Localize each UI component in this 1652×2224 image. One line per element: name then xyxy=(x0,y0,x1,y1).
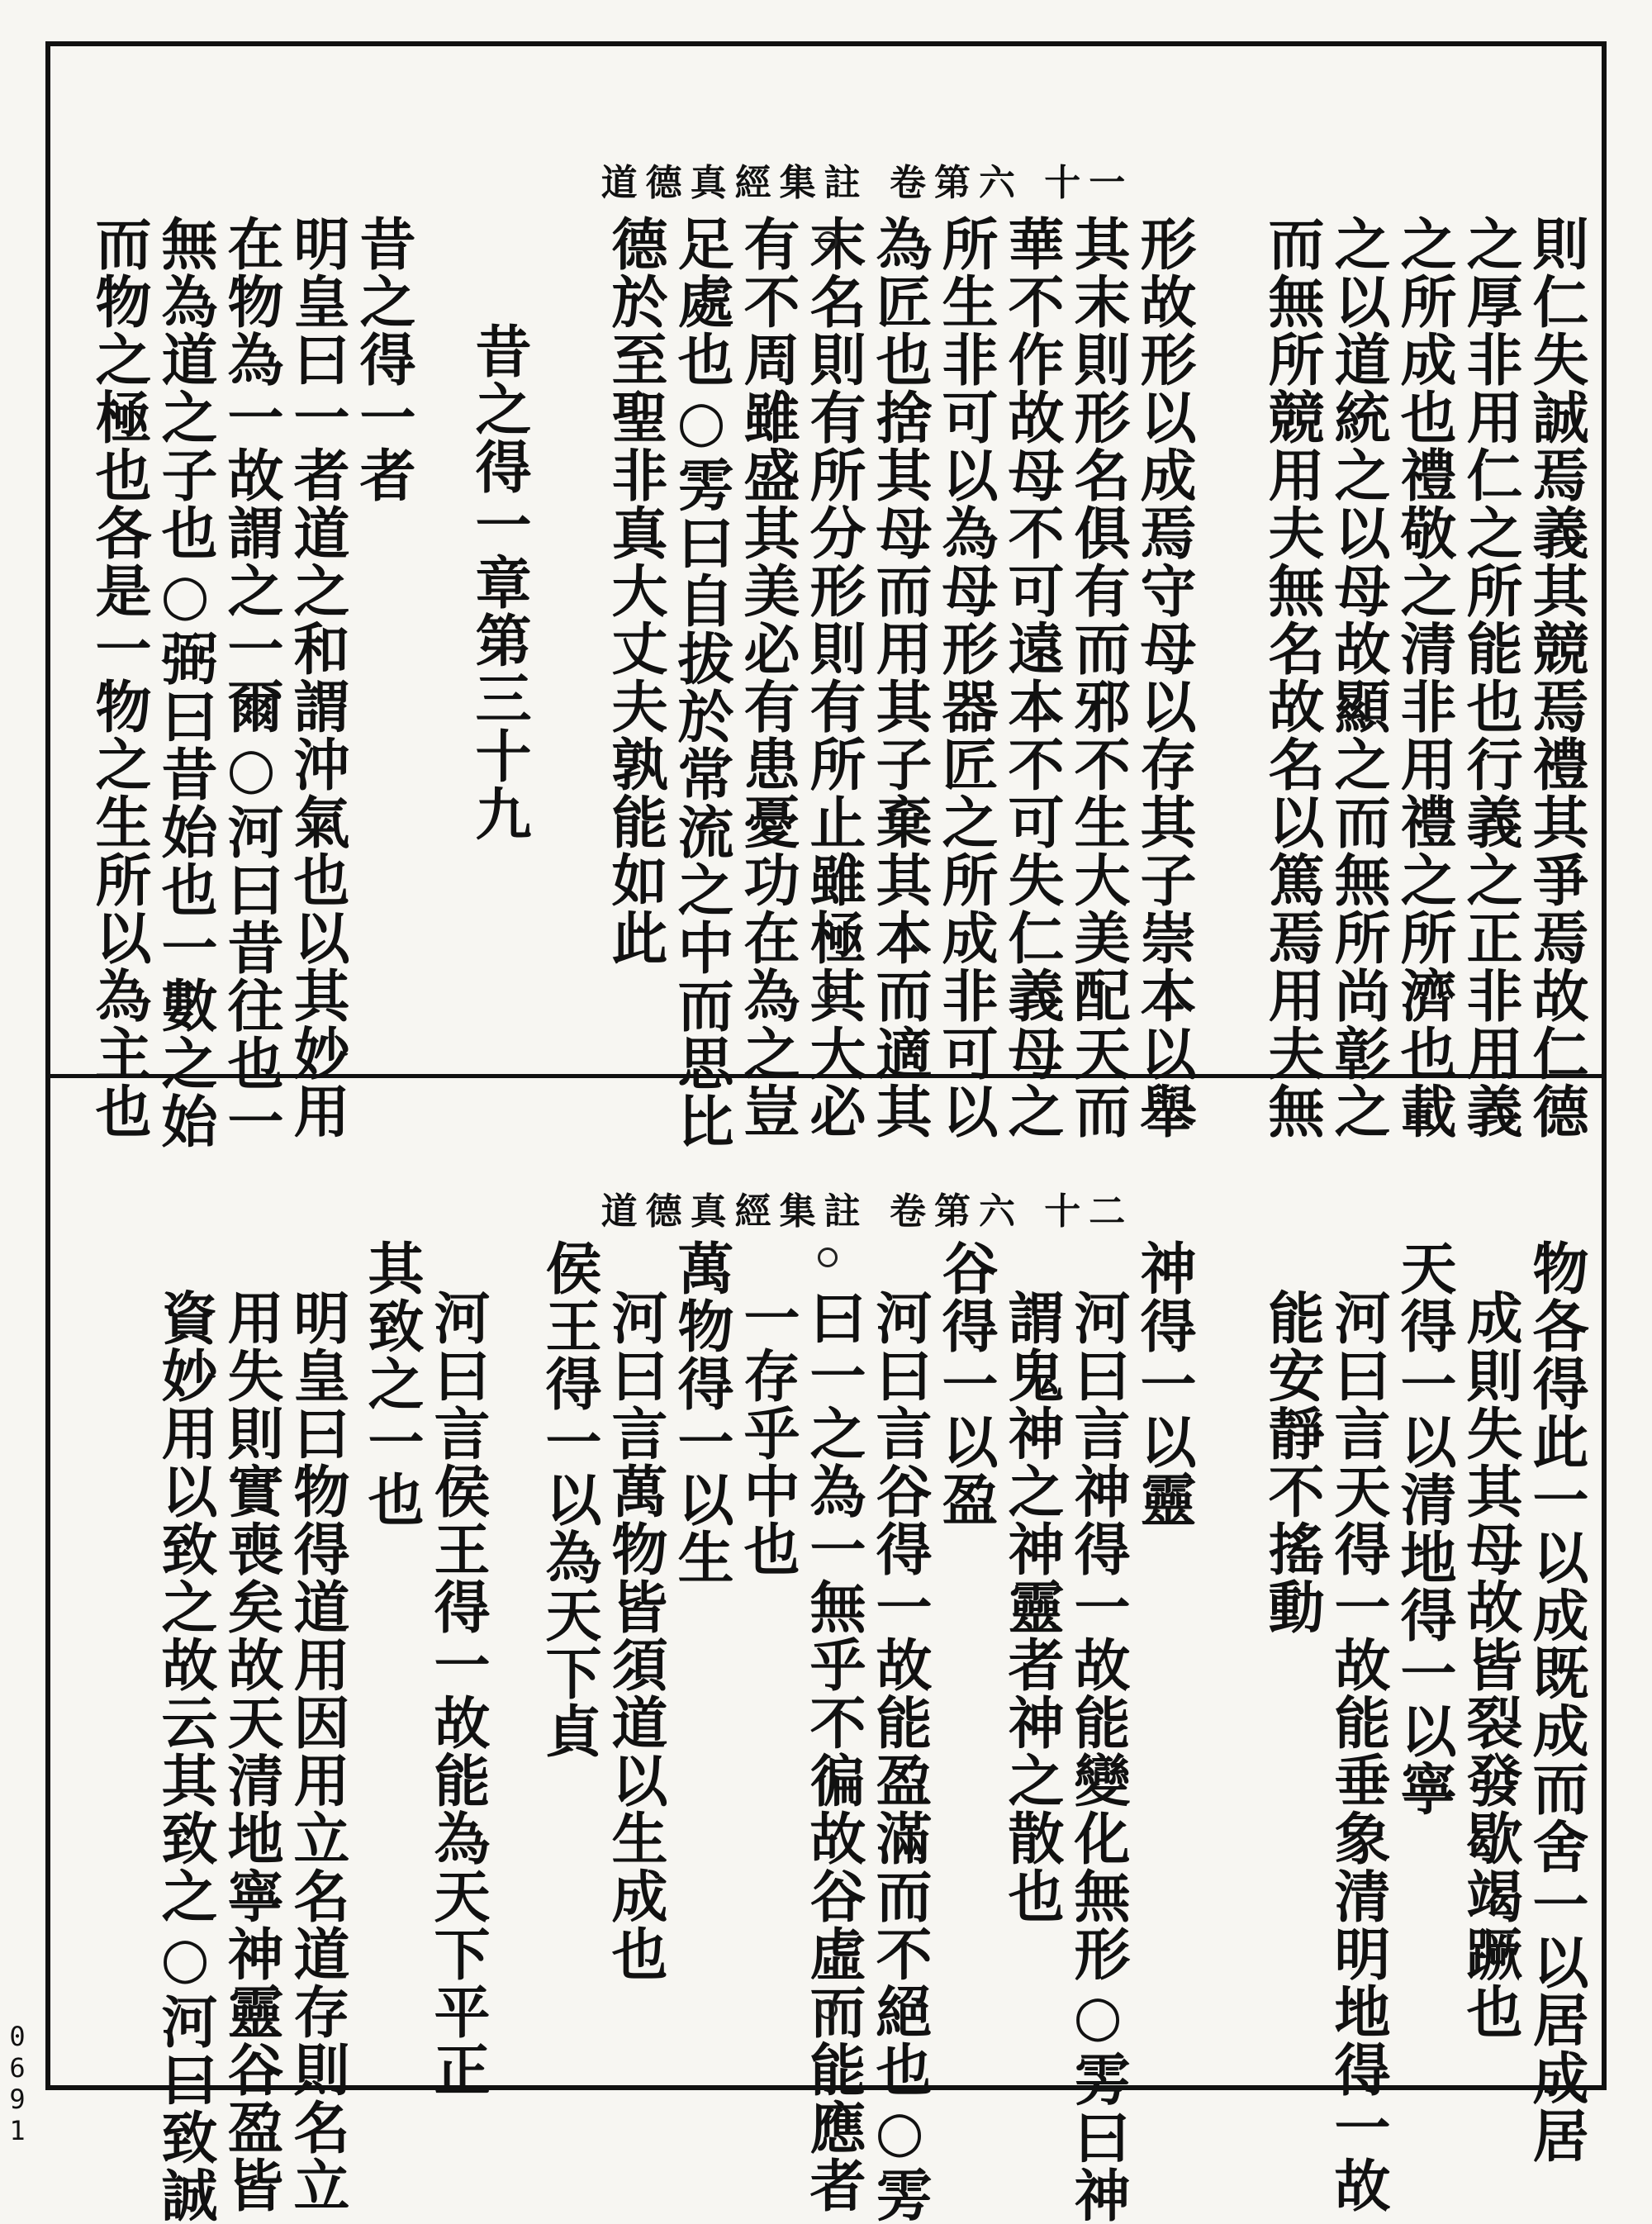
lower-col-8: 謂鬼神之神靈者神之散也 xyxy=(999,1289,1065,1925)
lower-col-18: 明皇曰物得道用因用立名道存則名立 xyxy=(284,1289,350,2214)
upper-col-9: 所生非可以為母形器匠之所成非可以 xyxy=(933,215,999,1140)
page-number: 0691 xyxy=(2,2021,33,2146)
lower-col-15: 侯王得一以為天下貞 xyxy=(536,1239,602,1760)
lower-col-14: 河曰言萬物皆須道以生成也 xyxy=(602,1289,668,1983)
lower-col-19: 用失則實喪矣故天清地寧神靈谷盈皆 xyxy=(218,1289,284,2214)
lower-running-header: 道德真經集註 卷第六 十二 xyxy=(601,1190,1134,1233)
upper-running-header: 道德真經集註 卷第六 十一 xyxy=(601,162,1134,204)
punctuation-circle xyxy=(818,983,838,1003)
lower-col-7: 河曰言神得一故能變化無形○雱曰神 xyxy=(1065,1289,1131,2224)
upper-col-20: 而物之極也各是一物之生所以為主也 xyxy=(86,215,152,1140)
lower-col-9: 谷得一以盈 xyxy=(933,1239,999,1528)
upper-col-14: 德於至聖非真大丈夫孰能如此 xyxy=(602,215,668,967)
punctuation-circle xyxy=(818,231,838,251)
lower-col-3: 天得一以清地得一以寧 xyxy=(1391,1239,1457,1818)
lower-col-6: 神得一以靈 xyxy=(1131,1239,1197,1528)
upper-col-17: 明皇曰一者道之和謂沖氣也以其妙用 xyxy=(284,215,350,1140)
upper-col-19: 無為道之子也○弼曰昔始也一數之始 xyxy=(152,215,218,1150)
lower-col-1: 物各得此一以成既成而舍一以居成居 xyxy=(1523,1239,1589,2165)
upper-col-10: 為匠也捨其母而用其子棄其本而適其 xyxy=(866,215,933,1140)
upper-col-6: 形故形以成焉守母以存其子崇本以舉 xyxy=(1131,215,1197,1140)
upper-col-13: 足處也○雱曰自拔於常流之中而思比 xyxy=(668,215,734,1150)
upper-col-7: 其末則形名俱有而邪不生大美配天而 xyxy=(1065,215,1131,1140)
upper-chapter-title: 昔之得一章第三十九 xyxy=(466,322,532,843)
upper-col-18: 在物為一故謂之一爾○河曰昔往也一 xyxy=(218,215,284,1150)
lower-col-13: 萬物得一以生 xyxy=(668,1239,734,1586)
upper-col-16: 昔之得一者 xyxy=(350,215,416,504)
lower-col-20: 資妙用以致之故云其致之○河曰致誠 xyxy=(152,1289,218,2224)
lower-col-2: 成則失其母故皆裂發歇竭蹶也 xyxy=(1457,1289,1523,2041)
punctuation-circle xyxy=(818,1247,838,1267)
upper-col-8: 華不作故母不可遠本不可失仁義母之 xyxy=(999,215,1065,1140)
lower-col-17: 其致之一也 xyxy=(358,1239,425,1528)
upper-col-4: 之以道統之以母故顯之而無所尚彰之 xyxy=(1325,215,1391,1140)
upper-col-2: 之厚非用仁之所能也行義之正非用義 xyxy=(1457,215,1523,1140)
upper-col-1: 則仁失誠焉義其競焉禮其爭焉故仁德 xyxy=(1523,215,1589,1140)
upper-col-5: 而無所競用夫無名故名以篤焉用夫無 xyxy=(1259,215,1325,1140)
lower-col-12: 一存乎中也 xyxy=(734,1289,800,1578)
upper-col-11: 末名則有所分形則有所止雖極其大必 xyxy=(800,215,866,1140)
lower-col-11: 曰一之為一無乎不徧故谷虛而能應者 xyxy=(800,1289,866,2214)
upper-col-3: 之所成也禮敬之清非用禮之所濟也載 xyxy=(1391,215,1457,1140)
lower-col-4: 河曰言天得一故能垂象清明地得一故 xyxy=(1325,1289,1391,2214)
lower-col-16: 河曰言侯王得一故能為天下平正 xyxy=(425,1289,491,2098)
punctuation-circle xyxy=(818,1999,838,2019)
upper-col-12: 有不周雖盛其美必有患憂功在為之豈 xyxy=(734,215,800,1140)
lower-col-5: 能安靜不搖動 xyxy=(1259,1289,1325,1636)
lower-col-10: 河曰言谷得一故能盈滿而不絕也○雱 xyxy=(866,1289,933,2224)
